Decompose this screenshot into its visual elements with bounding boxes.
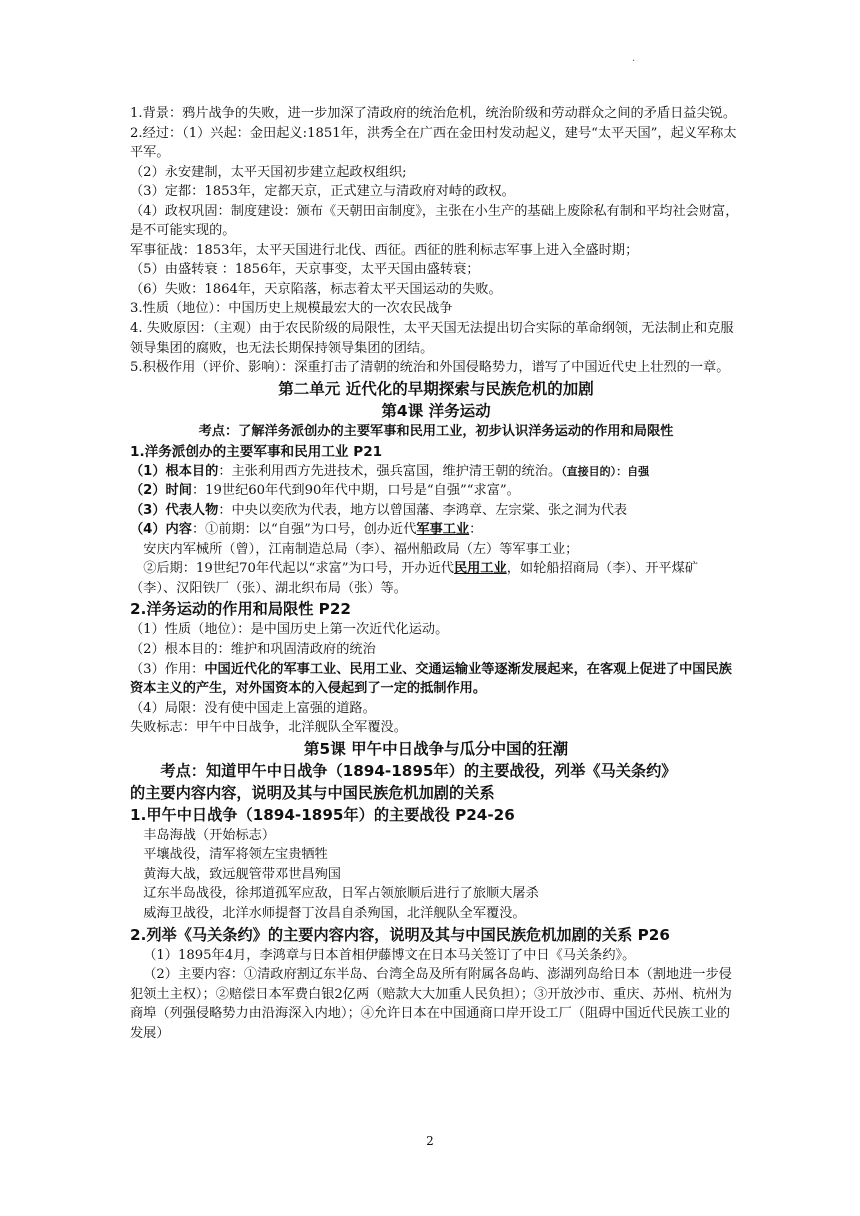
battle-item: 辽东半岛战役，徐邦道孤军应敌，日军占领旅顺后进行了旅顺大屠杀 [143, 886, 539, 902]
battle-item: 丰岛海战（开始标志） [143, 827, 276, 843]
taiping-process: 2.经过：（1）兴起：金田起义:1851年，洪秀全在广西在金田村发动起义，建号“太平天国”，起义军称太平军。 [130, 125, 737, 161]
treaty-point-1: （1）1895年4月，李鸿章与日本首相伊藤博文在日本马关签订了中日《马关条约》。 [143, 947, 636, 963]
taiping-step-3: （3）定都：1853年，定都天京，正式建立与清政府对峙的政权。 [130, 184, 515, 200]
point-text: 中国近代化的军事工业、民用工业、交通运输业等逐渐发展起来，在客观上促进了中国民族资本主义的产生，对外国资本的入侵起到了一定的抵制作用。 [130, 661, 732, 697]
lesson-4-section-1: 1.洋务派创办的主要军事和民用工业 P21 [130, 443, 383, 460]
item-label: （2）时间 [130, 483, 192, 499]
lesson-4-item-2 [130, 481, 742, 501]
page-content [130, 104, 742, 1043]
lesson-4-title: 第4课 洋务运动 [381, 401, 491, 420]
taiping-step-5: （5）由盛转衰 ：1856年，天京事变，太平天国由盛转衰； [130, 262, 480, 278]
treaty-point-2: （2）主要内容：①清政府割辽东半岛、台湾全岛及所有附属各岛屿、澎湖列岛给日本（割地进一步侵犯领土主权）；②赔偿日本军费白银2亿两（赔款大大加重人民负担）；③开放沙市、重庆、苏州、杭州为商埠（列强侵略势力由沿海深入内地）；④允许日本在中国通商口岸开设工厂（阻碍中国近代民族工业的发展） [130, 967, 732, 1041]
item-text: ：19世纪60年代到90年代中期，口号是“自强”“求富”。 [191, 483, 520, 499]
military-industry-term: 军事工业 [416, 522, 470, 538]
civil-industry-term: 民用工业 [453, 561, 507, 577]
lesson-4-point-2: （2）根本目的：维护和巩固清政府的统治 [130, 642, 376, 658]
taiping-positive-effect: 5.积极作用（评价、影响）：深重打击了清朝的统治和外国侵略势力，谱写了中国近代史上壮烈的一章。 [130, 360, 730, 376]
item-text: ： [469, 522, 483, 538]
point-label: （3）作用： [130, 661, 205, 677]
unit-2-title: 第二单元 近代化的早期探索与民族危机的加剧 [278, 379, 594, 398]
lesson-4-point-1: （1）性质（地位）：是中国历史上第一次近代化运动。 [130, 622, 449, 638]
lesson-5-section-1: 1.甲午中日战争（1894-1895年）的主要战役 P24-26 [130, 805, 515, 824]
lesson-4-section-2: 2.洋务运动的作用和局限性 P22 [130, 600, 351, 619]
taiping-step-4: （4）政权巩固：制度建设：颁布《天朝田亩制度》，主张在小生产的基础上废除私有制和平均社会财富，是不可能实现的。 [130, 203, 739, 239]
item-label: （1）根本目的 [130, 463, 219, 479]
page-number: 2 [426, 1134, 434, 1148]
lesson-4-item-4 [130, 520, 742, 540]
lesson-4-kaodian: 考点：了解洋务派创办的主要军事和民用工业，初步认识洋务运动的作用和局限性 [198, 423, 674, 439]
lesson-4-point-4: （4）局限：没有使中国走上富强的道路。 [130, 700, 376, 716]
lesson-4-failure-mark: 失败标志：甲午中日战争，北洋舰队全军覆没。 [130, 720, 407, 736]
battle-item: 威海卫战役，北洋水师提督丁汝昌自杀殉国，北洋舰队全军覆没。 [143, 905, 526, 921]
lesson-4-item-4-line-2: 安庆内军械所（曾），江南制造总局（李）、福州船政局（左）等军事工业； [143, 541, 579, 557]
item-text: ②后期：19世纪70年代起以“求富”为口号，开办近代 [143, 561, 454, 577]
taiping-background: 1.背景：鸦片战争的失败，进一步加深了清政府的统治危机，统治阶级和劳动群众之间的矛盾日益尖锐。 [130, 106, 737, 121]
lesson-4-item-1 [130, 462, 742, 482]
lesson-5-kaodian-line-1: 考点：知道甲午中日战争（1894-1895年）的主要战役，列举《马关条约》 [160, 761, 677, 780]
lesson-5-section-2: 2.列举《马关条约》的主要内容内容，说明及其与中国民族危机加剧的关系 P26 [130, 925, 670, 944]
battle-item: 黄海大战，致远舰管带邓世昌殉国 [143, 866, 341, 882]
taiping-nature: 3.性质（地位）：中国历史上规模最宏大的一次农民战争 [130, 301, 453, 317]
lesson-4-point-3 [130, 660, 742, 699]
taiping-military: 军事征战：1853年，太平天国进行北伐、西征。西征的胜利标志军事上进入全盛时期； [130, 242, 639, 258]
lesson-4-item-3 [130, 501, 742, 521]
item-text: ：中央以奕欣为代表，地方以曾国藩、李鸿章、左宗棠、张之洞为代表 [218, 502, 628, 518]
item-text: ，如轮船招商局（李）、开平煤矿（李）、汉阳铁厂（张）、湖北织布局（张）等。 [130, 561, 698, 596]
item-label: （4）内容 [130, 522, 192, 538]
taiping-failure-reason: 4. 失败原因：（主观）由于农民阶级的局限性，太平天国无法提出切合实际的革命纲领，无法制止和克服领导集团的腐败，也无法长期保持领导集团的团结。 [130, 321, 734, 356]
taiping-step-2: （2）永安建制，太平天国初步建立起政权组织; [130, 164, 407, 180]
header-mark: · [632, 56, 636, 67]
lesson-5-title: 第5课 甲午中日战争与瓜分中国的狂潮 [303, 739, 569, 758]
item-label: （3）代表人物 [130, 502, 219, 518]
item-text: ：①前期：以“自强”为口号，创办近代 [191, 522, 417, 538]
item-text: ：主张利用西方先进技术，强兵富国，维护清王朝的统治。 [218, 463, 562, 479]
item-note: （直接目的）：自强 [561, 464, 650, 478]
lesson-5-kaodian-line-2: 的主要内容内容，说明及其与中国民族危机加剧的关系 [130, 783, 495, 802]
lesson-4-item-4-line-3 [130, 559, 742, 598]
battle-item: 平壤战役，清军将领左宝贵牺牲 [143, 847, 328, 863]
taiping-step-6: （6）失败：1864年，天京陷落，标志着太平天国运动的失败。 [130, 281, 502, 297]
